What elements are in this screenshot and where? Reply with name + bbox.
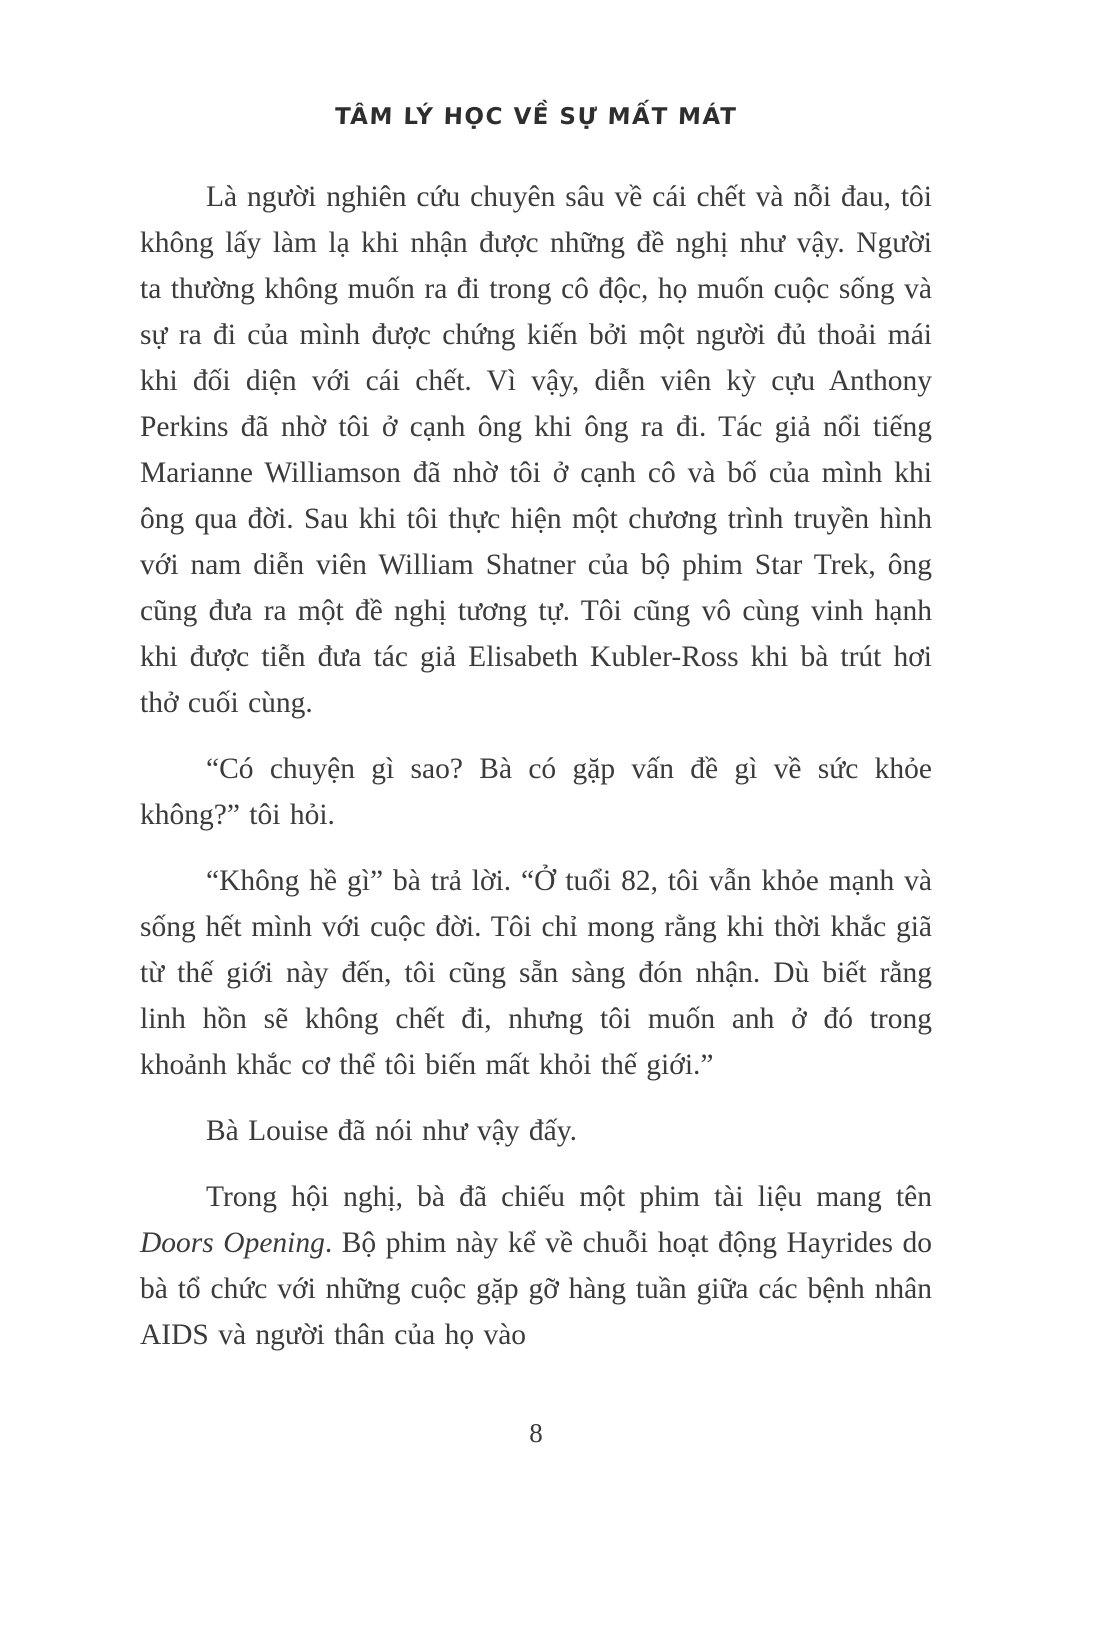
paragraph-5-segment-italic-film-title: Doors Opening xyxy=(140,1227,325,1259)
page-body xyxy=(140,174,932,1358)
paragraph-5 xyxy=(140,1174,932,1358)
page-number: 8 xyxy=(529,1418,543,1448)
paragraph-5-segment-normal-tail: . Bộ phim này kể về chuỗi hoạt động Hayrides do bà tổ chức với những cuộc gặp gỡ hàng tuần giữa các bệnh nhân AIDS và người thân của họ vào xyxy=(140,1227,933,1351)
paragraph-5-segment-normal: Trong hội nghị, bà đã chiếu một phim tài liệu mang tên xyxy=(206,1181,932,1213)
running-head-title: TÂM LÝ HỌC VỀ SỰ MẤT MÁT xyxy=(334,104,738,130)
paragraph-2: “Có chuyện gì sao? Bà có gặp vấn đề gì về sức khỏe không?” tôi hỏi. xyxy=(140,753,932,831)
paragraph-3: “Không hề gì” bà trả lời. “Ở tuổi 82, tôi vẫn khỏe mạnh và sống hết mình với cuộc đời. Tôi chỉ mong rằng khi thời khắc giã từ thế giới này đến, tôi cũng sẵn sàng đón nhận. Dù biết rằng linh hồn sẽ không chết đi, nhưng tôi muốn anh ở đó trong khoảnh khắc cơ thể tôi biến mất khỏi thế giới.” xyxy=(140,865,932,1081)
paragraph-1: Là người nghiên cứu chuyên sâu về cái chết và nỗi đau, tôi không lấy làm lạ khi nhận được những đề nghị như vậy. Người ta thường không muốn ra đi trong cô độc, họ muốn cuộc sống và sự ra đi của mình được chứng kiến bởi một người đủ thoải mái khi đối diện với cái chết. Vì vậy, diễn viên kỳ cựu Anthony Perkins đã nhờ tôi ở cạnh ông khi ông ra đi. Tác giả nổi tiếng Marianne Williamson đã nhờ tôi ở cạnh cô và bố của mình khi ông qua đời. Sau khi tôi thực hiện một chương trình truyền hình với nam diễn viên William Shatner của bộ phim Star Trek, ông cũng đưa ra một đề nghị tương tự. Tôi cũng vô cùng vinh hạnh khi được tiễn đưa tác giả Elisabeth Kubler-Ross khi bà trút hơi thở cuối cùng. xyxy=(140,181,932,719)
text-column xyxy=(140,0,932,1358)
paragraph-4: Bà Louise đã nói như vậy đấy. xyxy=(206,1115,577,1147)
